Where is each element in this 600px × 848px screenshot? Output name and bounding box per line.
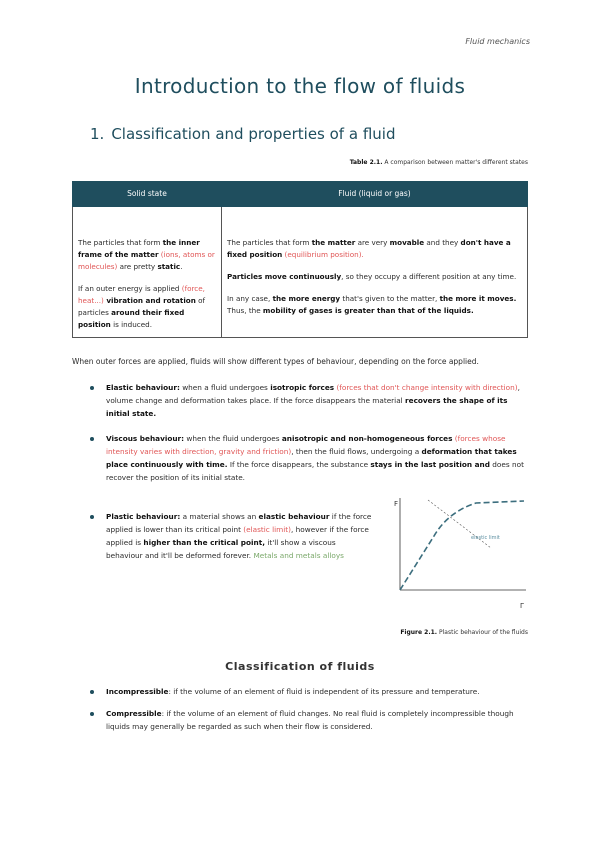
list-item-elastic: Elastic behaviour: when a fluid undergoes isotropic forces (forces that don't change intensity with direction), volume change and deformation takes place. If the force disappears the material recovers the shape of its initial state. <box>90 381 528 420</box>
list-item-viscous: Viscous behaviour: when the fluid undergoes anisotropic and non-homogeneous forces (forces whose intensity varies with direction, gravity and friction), then the fluid flows, undergoing a deformation that takes place continuously with time. If the force disappears, the substance stays in the last position and does not recover the position of its initial state. <box>90 432 528 484</box>
subsection-heading: Classification of fluids <box>225 660 375 673</box>
behaviour-list-plastic <box>90 510 374 562</box>
bullet-icon <box>90 690 94 694</box>
solid-paragraph: If an outer energy is applied (force, heat...) vibration and rotation of particles around their fixed position is induced. <box>78 284 206 329</box>
stress-strain-curve <box>400 501 524 590</box>
bullet-icon <box>90 515 94 519</box>
bullet-icon <box>90 712 94 716</box>
list-item-incompressible: Incompressible: if the volume of an element of fluid is independent of its pressure and temperature. <box>90 685 528 698</box>
behaviour-list <box>90 381 528 484</box>
running-header: Fluid mechanics <box>465 37 530 46</box>
section-heading <box>90 125 395 143</box>
table-caption <box>350 159 528 166</box>
table-header-fluid: Fluid (liquid or gas) <box>222 182 528 207</box>
states-comparison-table <box>72 181 528 338</box>
intro-paragraph: When outer forces are applied, fluids will show different types of behaviour, depending on the force applied. <box>72 357 479 366</box>
fluid-paragraph: The particles that form the matter are very movable and they don't have a fixed position (equilibrium position). <box>227 238 511 259</box>
figure-caption <box>400 629 528 636</box>
table-caption-label: Table 2.1. <box>349 159 383 166</box>
list-item-plastic: Plastic behaviour: a material shows an elastic behaviour if the force applied is lower than its critical point (elastic limit), however if the force applied is higher than the critical point, it'll show a viscous behaviour and it'll be deformed forever. Metals and metals alloys <box>90 510 374 562</box>
section-title: Classification and properties of a fluid <box>111 125 396 143</box>
page-title: Introduction to the flow of fluids <box>134 74 466 98</box>
solid-cell <box>73 207 222 338</box>
figure-caption-text: Plastic behaviour of the fluids <box>439 629 528 636</box>
fluid-paragraph: In any case, the more energy that's given to the matter, the more it moves. Thus, the mobility of gases is greater than that of the liquids. <box>227 294 517 315</box>
section-number: 1. <box>90 125 105 143</box>
table-header-solid: Solid state <box>73 182 222 207</box>
table-header-row <box>73 182 528 207</box>
bullet-icon <box>90 437 94 441</box>
figure-caption-label: Figure 2.1. <box>400 629 438 636</box>
table-caption-text: A comparison between matter's different states <box>384 159 528 166</box>
list-item-compressible: Compressible: if the volume of an element of fluid changes. No real fluid is completely incompressible though liquids may generally be regarded as such when their flow is considered. <box>90 707 528 733</box>
solid-paragraph: The particles that form the inner frame of the matter (ions, atoms or molecules) are pretty static. <box>78 238 215 271</box>
fluid-types-list <box>90 685 528 733</box>
x-axis-label: Γ <box>520 602 524 610</box>
y-axis-label: F <box>393 500 398 508</box>
fluid-paragraph: Particles move continuously, so they occupy a different position at any time. <box>227 272 517 281</box>
bullet-icon <box>90 386 94 390</box>
plastic-behaviour-figure <box>386 490 536 612</box>
fluid-cell <box>222 207 528 338</box>
table-row <box>73 207 528 338</box>
elastic-limit-annotation: elastic limit <box>471 535 500 541</box>
